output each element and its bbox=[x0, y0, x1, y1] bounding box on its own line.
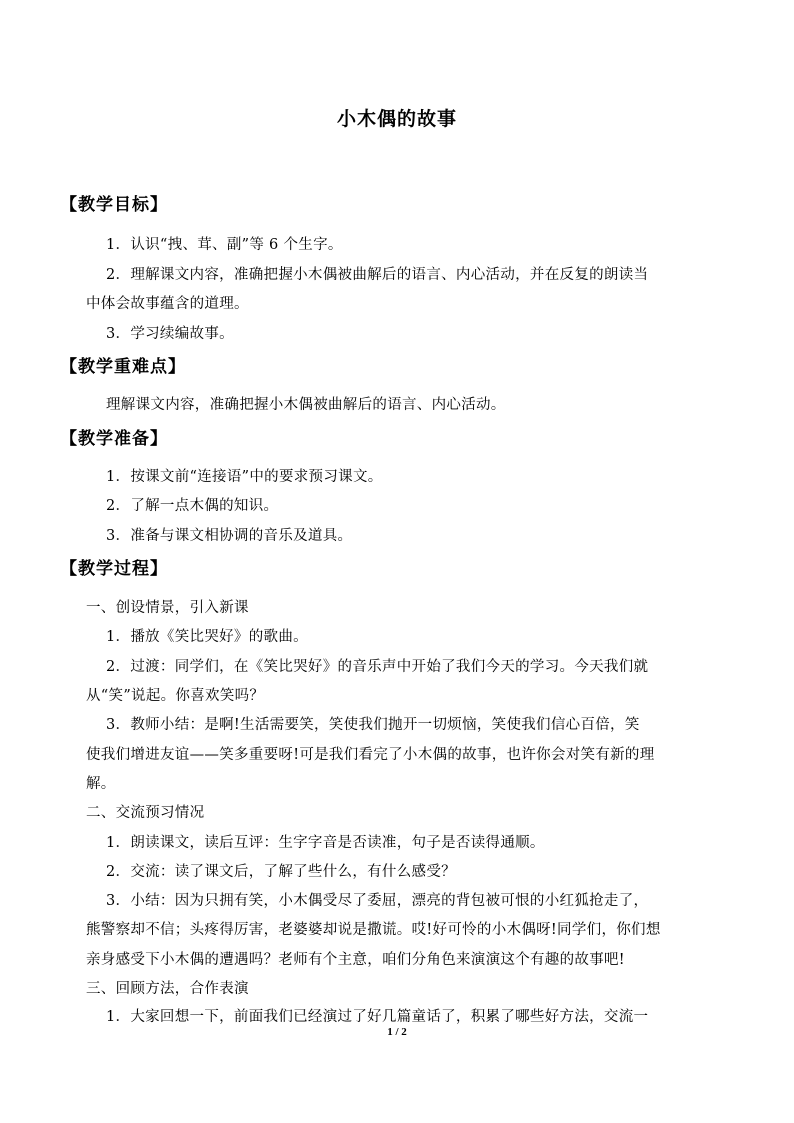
process-line: 使我们增进友谊——笑多重要呀!可是我们看完了小木偶的故事，也许你会对笑有新的理 bbox=[86, 747, 655, 763]
process-section-title: 一、创设情景，引入新课 bbox=[86, 600, 249, 616]
preparation-line: 1．按课文前“连接语”中的要求预习课文。 bbox=[106, 469, 383, 485]
process-line: 从“笑”说起。你喜欢笑吗？ bbox=[86, 688, 265, 704]
heading-teaching-goals: 【教学目标】 bbox=[60, 195, 168, 215]
process-line: 2．交流：读了课文后，了解了些什么，有什么感受？ bbox=[106, 864, 456, 880]
key-point-line: 理解课文内容，准确把握小木偶被曲解后的语言、内心活动。 bbox=[106, 397, 506, 413]
process-line: 1．播放《笑比哭好》的歌曲。 bbox=[106, 629, 308, 645]
goal-line: 1．认识“拽、茸、副”等 6 个生字。 bbox=[106, 237, 343, 253]
goal-line: 3．学习续编故事。 bbox=[106, 326, 234, 342]
process-line: 3．教师小结：是啊!生活需要笑，笑使我们抛开一切烦恼，笑使我们信心百倍，笑 bbox=[106, 717, 640, 733]
process-line: 1．朗读课文，读后互评：生字字音是否读准，句子是否读得通顺。 bbox=[106, 835, 545, 851]
process-section-title: 三、回顾方法，合作表演 bbox=[86, 981, 249, 997]
process-line: 3．小结：因为只拥有笑，小木偶受尽了委屈，漂亮的背包被可恨的小红狐抢走了， bbox=[106, 893, 649, 909]
process-section-title: 二、交流预习情况 bbox=[86, 805, 205, 821]
process-line: 亲身感受下小木偶的遭遇吗？老师有个主意，咱们分角色来演演这个有趣的故事吧! bbox=[86, 952, 625, 968]
goal-line: 2．理解课文内容，准确把握小木偶被曲解后的语言、内心活动，并在反复的朗读当 bbox=[106, 267, 649, 283]
heading-teaching-process: 【教学过程】 bbox=[60, 559, 168, 579]
document-title: 小木偶的故事 bbox=[336, 108, 457, 130]
process-line: 熊警察却不信；头疼得厉害，老婆婆却说是撒谎。哎!好可怜的小木偶呀!同学们，你们想 bbox=[86, 922, 661, 938]
process-line: 2．过渡：同学们，在《笑比哭好》的音乐声中开始了我们今天的学习。今天我们就 bbox=[106, 659, 649, 675]
process-line: 1．大家回想一下，前面我们已经演过了好几篇童话了，积累了哪些好方法，交流一 bbox=[106, 1009, 649, 1025]
process-line: 解。 bbox=[86, 776, 116, 792]
preparation-line: 3．准备与课文相协调的音乐及道具。 bbox=[106, 528, 353, 544]
preparation-line: 2．了解一点木偶的知识。 bbox=[106, 498, 279, 514]
heading-key-points: 【教学重难点】 bbox=[60, 357, 186, 377]
heading-preparation: 【教学准备】 bbox=[60, 429, 168, 449]
page-number: 1 / 2 bbox=[387, 1026, 407, 1038]
goal-line: 中体会故事蕴含的道理。 bbox=[86, 296, 249, 312]
